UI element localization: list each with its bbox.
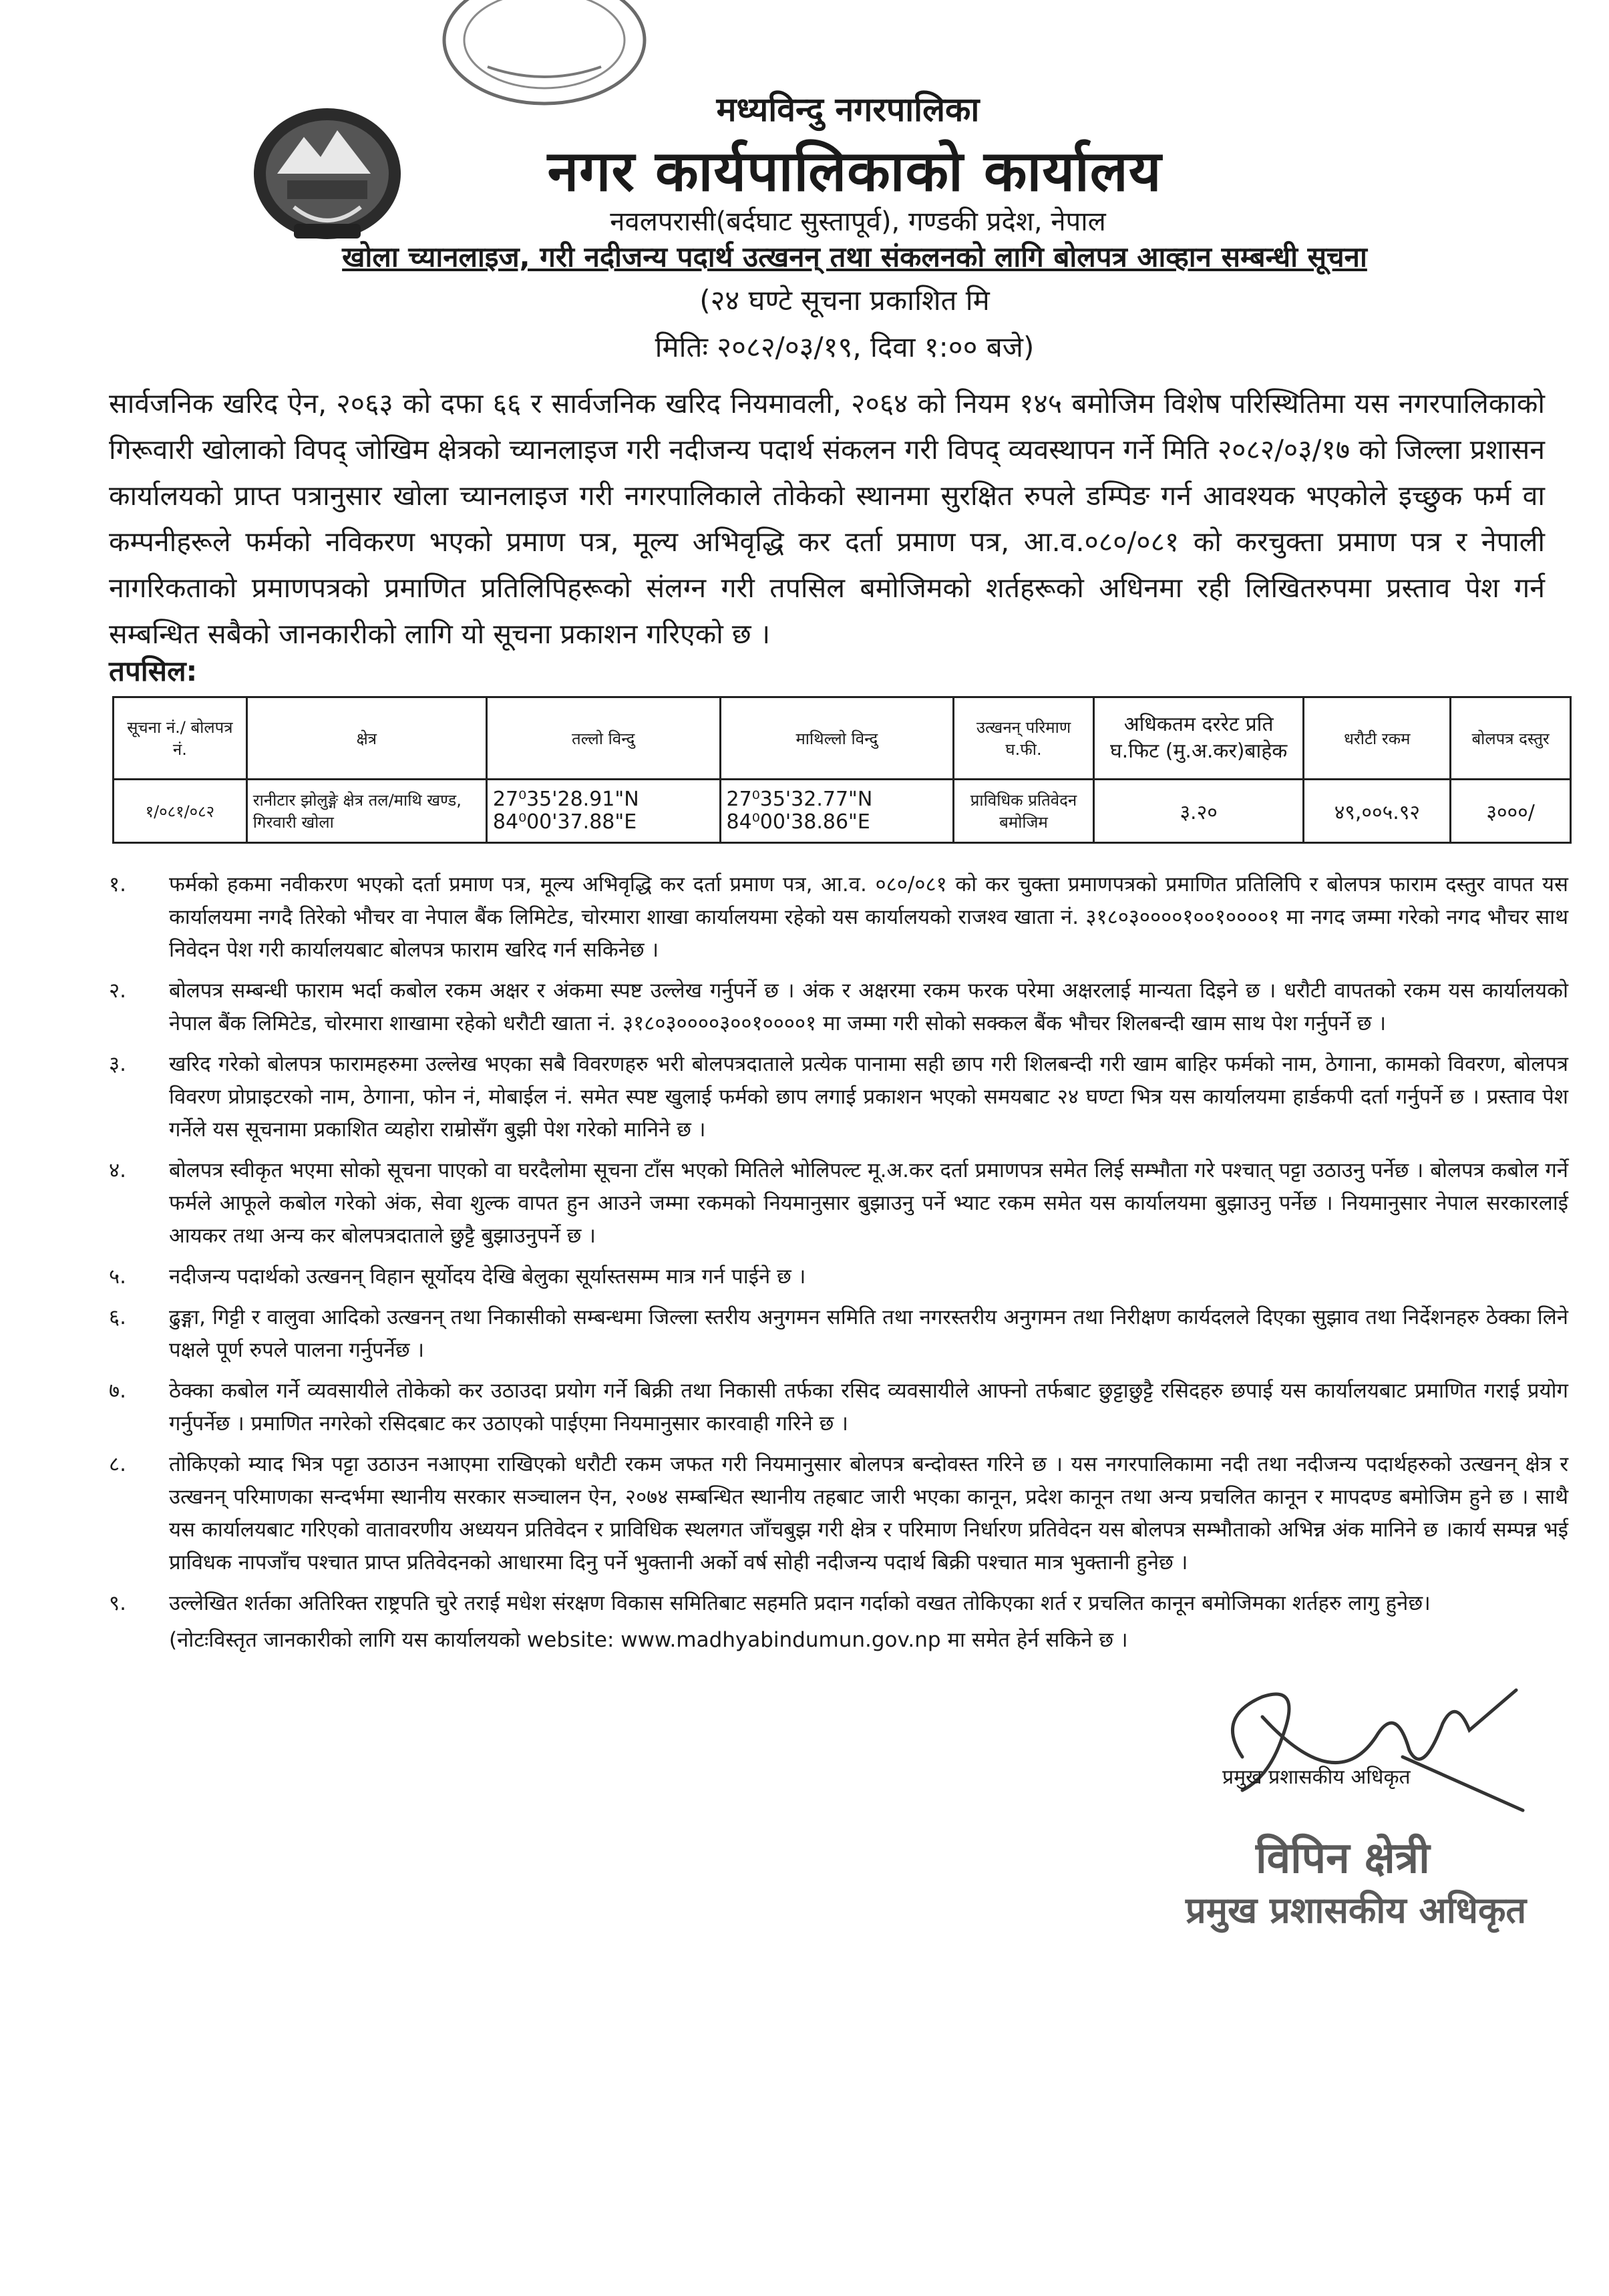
condition-text: उल्लेखित शर्तका अतिरिक्त राष्ट्रपति चुरे तराई मधेश संरक्षण विकास समितिबाट सहमति प्रदान गर्दाको वखत तोकिएका शर्त र प्रचलित कानून बमोजिमका शर्तहरु लागु हुनेछ। xyxy=(169,1591,1431,1615)
table-row xyxy=(114,780,1571,843)
details-label: तपसिल: xyxy=(109,655,198,687)
condition-number: ६. xyxy=(109,1305,126,1329)
cell-upper-point xyxy=(720,780,954,843)
list-item xyxy=(109,975,1568,1040)
list-item xyxy=(109,1587,1568,1620)
header-deposit: धरौटी रकम xyxy=(1304,697,1451,780)
header-notice-no: सूचना नं./ बोलपत्र नं. xyxy=(114,697,247,780)
list-item xyxy=(109,1448,1568,1579)
condition-number: ३. xyxy=(109,1052,126,1076)
condition-text: बोलपत्र स्वीकृत भएमा सोको सूचना पाएको वा घरदैलोमा सूचना टाँस भएको मितिले भोलिपल्ट मू.अ.कर दर्ता प्रमाणपत्र समेत लिई सम्भौता गरे पश्चात् पट्टा उठाउनु पर्नेछ । बोलपत्र कबोल गर्ने फर्मले आफूले कबोल गरेको अंक, सेवा शुल्क वापत हुन आउने जम्मा रकमको नियमानुसार बुझाउनु पर्ने भ्याट रकम समेत यस कार्यालयमा बुझाउनु पर्नेछ । नियमानुसार नेपाल सरकारलाई आयकर तथा अन्य कर बोलपत्रदाताले छुट्टै बुझाउनुपर्ने छ । xyxy=(169,1158,1568,1248)
header-area: क्षेत्र xyxy=(246,697,486,780)
header-lower-point: तल्लो विन्दु xyxy=(486,697,720,780)
header-max-rate: अधिकतम दररेट प्रति घ.फिट (मु.अ.कर)बाहेक xyxy=(1093,697,1304,780)
list-item xyxy=(109,1375,1568,1440)
list-item xyxy=(109,1301,1568,1367)
cell-quantity: प्राविधिक प्रतिवेदन बमोजिम xyxy=(954,780,1094,843)
lower-longitude: 84⁰00'37.88"E xyxy=(492,810,637,834)
cell-max-rate: ३.२० xyxy=(1093,780,1304,843)
condition-text: फर्मको हकमा नवीकरण भएको दर्ता प्रमाण पत्र, मूल्य अभिवृद्धि कर दर्ता प्रमाण पत्र, आ.व. ०८०/०८१ को कर चुक्ता प्रमाणपत्रको प्रमाणित प्रतिलिपि र बोलपत्र फाराम दस्तुर वापत यस कार्यालयमा नगदै तिरेको भौचर वा नेपाल बैंक लिमिटेड, चोरमारा शाखा कार्यालयमा रहेको यस कार्यालयको राजश्व खाता नं. ३१८०३००००१००१००००१ मा नगद जम्मा गरेको नगद भौचर साथ निवेदन पेश गरी कार्यालयबाट बोलपत्र फाराम खरिद गर्न सकिनेछ । xyxy=(169,872,1568,962)
website-note: (नोटःविस्तृत जानकारीको लागि यस कार्यालयको website: www.madhyabindumun.gov.np मा समेत हेर्न सकिने छ । xyxy=(169,1628,1128,1652)
header-upper-point: माथिल्लो विन्दु xyxy=(720,697,954,780)
list-item xyxy=(109,1261,1568,1293)
conditions-list xyxy=(109,868,1568,1657)
intro-paragraph: सार्वजनिक खरिद ऐन, २०६३ को दफा ६६ र सार्वजनिक खरिद नियमावली, २०६४ को नियम १४५ बमोजिम विशेष परिस्थितिमा यस नगरपालिकाको गिरूवारी खोलाको विपद् जोखिम क्षेत्रको च्यानलाइज गरी नदीजन्य पदार्थ संकलन गरी विपद् व्यवस्थापन गर्ने मिति २०८२/०३/१७ को जिल्ला प्रशासन कार्यालयको प्राप्त पत्रानुसार खोला च्यानलाइज गरी नगरपालिकाले तोकेको स्थानमा सुरक्षित रुपले डम्पिङ गर्न आवश्यक भएकोले इच्छुक फर्म वा कम्पनीहरूले फर्मको नविकरण भएको प्रमाण पत्र, मूल्य अभिवृद्धि कर दर्ता प्रमाण पत्र, आ.व.०८०/०८१ को करचुक्ता प्रमाण पत्र र नेपाली नागरिकताको प्रमाणपत्रको प्रमाणित प्रतिलिपिहरूको संलग्न गरी तपसिल बमोजिमको शर्तहरूको अधिनमा रही लिखितरुपमा प्रस्ताव पेश गर्न सम्बन्धित सबैको जानकारीको लागि यो सूचना प्रकाशन गरिएको छ । xyxy=(109,387,1545,650)
table-header-row xyxy=(114,697,1571,780)
lower-latitude: 27⁰35'28.91"N xyxy=(492,788,639,811)
signature-icon xyxy=(1202,1677,1536,1824)
condition-text: ढुङ्गा, गिट्टी र वालुवा आदिको उत्खनन् तथा निकासीको सम्बन्धमा जिल्ला स्तरीय अनुगमन समिति तथा नगरस्तरीय अनुगमन तथा निरीक्षण कार्यदलले दिएका सुझाव तथा निर्देशनहरु ठेक्का लिने पक्षले पूर्ण रुपले पालना गर्नुपर्नेछ । xyxy=(169,1305,1568,1362)
condition-number: ४. xyxy=(109,1158,126,1182)
publish-date: मितिः २०८२/०३/१९, दिवा १:०० बजे) xyxy=(655,331,1035,363)
office-address: नवलपरासी(बर्दघाट सुस्तापूर्व), गण्डकी प्रदेश, नेपाल xyxy=(610,206,1106,237)
condition-text: खरिद गरेको बोलपत्र फारामहरुमा उल्लेख भएका सबै विवरणहरु भरी बोलपत्रदाताले प्रत्येक पानामा सही छाप गरी शिलबन्दी गरी खाम बाहिर फर्मको नाम, ठेगाना, कामको विवरण, बोलपत्र विवरण प्रोप्राइटरको नाम, ठेगाना, फोन नं, मोबाईल नं. समेत स्पष्ट खुलाई फर्मको छाप लगाई प्रकाशन भएको समयबाट २४ घण्टा भित्र यस कार्यालयमा हार्डकपी दर्ता गर्नुपर्ने छ । प्रस्ताव पेश गर्नेले यस सूचनामा प्रकाशित व्यहोरा राम्रोसँग बुझी पेश गरेको मानिने छ । xyxy=(169,1052,1568,1142)
list-item xyxy=(109,868,1568,967)
list-item xyxy=(109,1048,1568,1146)
condition-text: नदीजन्य पदार्थको उत्खनन् विहान सूर्योदय देखि बेलुका सूर्यास्तसम्म मात्र गर्न पाईने छ । xyxy=(169,1265,806,1289)
condition-number: ७. xyxy=(109,1379,126,1403)
upper-latitude: 27⁰35'32.77"N xyxy=(726,788,873,811)
list-item xyxy=(109,1154,1568,1253)
condition-number: ८. xyxy=(109,1452,126,1476)
cell-deposit: ४९,००५.९२ xyxy=(1304,780,1451,843)
signatory-title: प्रमुख प्रशासकीय अधिकृत xyxy=(1186,1889,1527,1931)
condition-text: बोलपत्र सम्बन्धी फाराम भर्दा कबोल रकम अक्षर र अंकमा स्पष्ट उल्लेख गर्नुपर्ने छ । अंक र अक्षरमा रकम फरक परेमा अक्षरलाई मान्यता दिइने छ । धरौटी वापतको रकम यस कार्यालयको नेपाल बैंक लिमिटेड, चोरमारा शाखामा रहेको धरौटी खाता नं. ३१८०३००००३००१००००१ मा जम्मा गरी सोको सक्कल बैंक भौचर शिलबन्दी खाम साथ पेश गर्नुपर्ने छ । xyxy=(169,979,1568,1035)
condition-number: ९. xyxy=(109,1591,126,1615)
signatory-title-small: प्रमुख प्रशासकीय अधिकृत xyxy=(1222,1766,1411,1789)
condition-text: ठेक्का कबोल गर्ने व्यवसायीले तोकेको कर उठाउदा प्रयोग गर्ने बिक्री तथा निकासी तर्फका रसिद व्यवसायीले आफ्नो तर्फबाट छुट्टाछुट्टै रसिदहरु छपाई यस कार्यालयबाट प्रमाणित गराई प्रयोग गर्नुपर्नेछ । प्रमाणित नगरेको रसिदबाट कर उठाएको पाईएमा नियमानुसार कारवाही गरिने छ । xyxy=(169,1379,1568,1436)
cell-area: रानीटार झोलुङ्गे क्षेत्र तल/माथि खण्ड, गिरवारी खोला xyxy=(246,780,486,843)
header-quantity: उत्खनन् परिमाण घ.फी. xyxy=(954,697,1094,780)
notice-subject: खोला च्यानलाइज, गरी नदीजन्य पदार्थ उत्खनन् तथा संकलनको लागि बोलपत्र आव्हान सम्बन्धी सूचना xyxy=(342,240,1367,273)
condition-number: ५. xyxy=(109,1265,126,1289)
cell-lower-point xyxy=(486,780,720,843)
condition-text: तोकिएको म्याद भित्र पट्टा उठाउन नआएमा राखिएको धरौटी रकम जफत गरी नियमानुसार बोलपत्र बन्दोवस्त गरिने छ । यस नगरपालिकामा नदी तथा नदीजन्य पदार्थहरुको उत्खनन् क्षेत्र र उत्खनन् परिमाणका सन्दर्भमा स्थानीय सरकार सञ्चालन ऐन, २०७४ सम्बन्धित स्थानीय तहबाट जारी भएका कानून, प्रदेश कानून तथा अन्य प्रचलित कानून र मापदण्ड बमोजिम हुने छ । साथै यस कार्यालयबाट गरिएको वातावरणीय अध्ययन प्रतिवेदन र प्राविधिक स्थलगत जाँचबुझ गरी क्षेत्र र परिमाण निर्धारण प्रतिवेदन यस बोलपत्र सम्भौताको अभिन्न अंक मानिने छ ।कार्य सम्पन्न भई प्राविधक नापजाँच पश्चात प्राप्त प्रतिवेदनको आधारमा दिनु पर्ने भुक्तानी अर्को वर्ष सोही नदीजन्य पदार्थ बिक्री पश्चात मात्र भुक्तानी हुनेछ । xyxy=(169,1452,1568,1575)
condition-number: २. xyxy=(109,979,126,1003)
bid-details-table xyxy=(112,696,1572,844)
signatory-name: विपिन क्षेत्री xyxy=(1256,1834,1430,1883)
office-name: नगर कार्यपालिकाको कार्यालय xyxy=(547,138,1162,204)
cell-notice-no: १/०८१/०८२ xyxy=(114,780,247,843)
municipality-name: मध्यविन्दु नगरपालिका xyxy=(716,90,980,129)
upper-longitude: 84⁰00'38.86"E xyxy=(726,810,870,834)
condition-number: १. xyxy=(109,872,126,896)
header-fee: बोलपत्र दस्तुर xyxy=(1451,697,1571,780)
notice-type: (२४ घण्टे सूचना प्रकाशित मि xyxy=(699,284,990,317)
cell-fee: ३०००/ xyxy=(1451,780,1571,843)
